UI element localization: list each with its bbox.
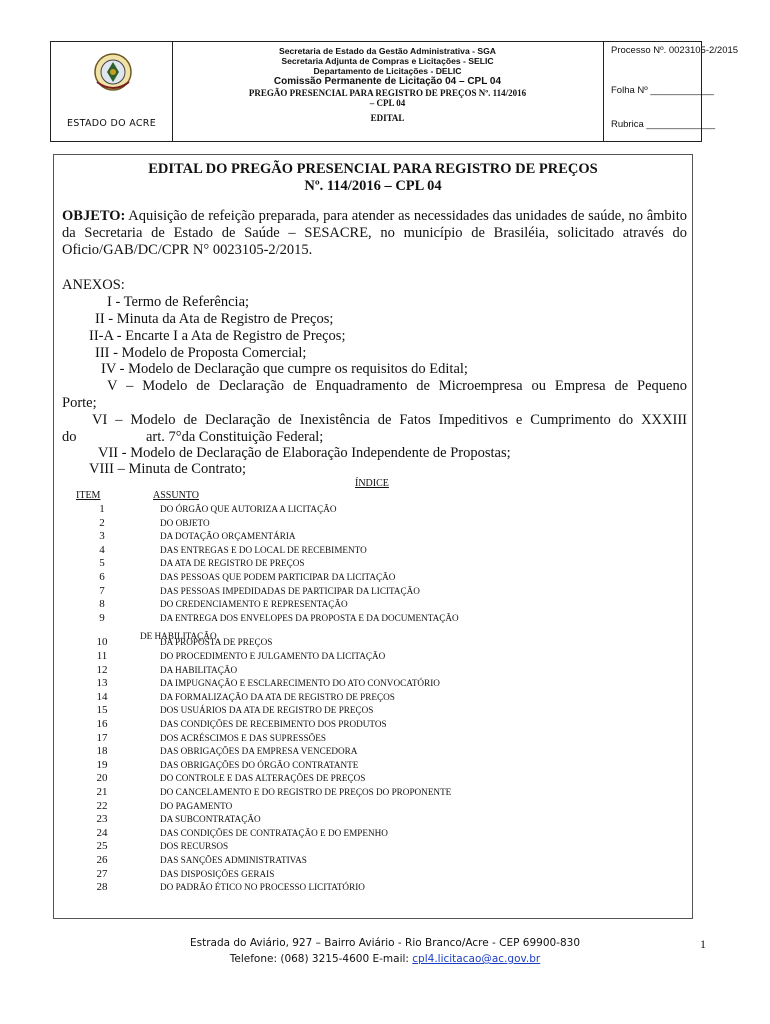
indice-item-subject: DAS PESSOAS QUE PODEM PARTICIPAR DA LICITAÇÃO xyxy=(160,572,396,582)
indice-item-number: 21 xyxy=(96,786,108,798)
anexo-vi-cont-a: do xyxy=(62,429,77,445)
rubrica-field: Rubrica _____________ xyxy=(611,119,716,130)
indice-item-subject: DA ATA DE REGISTRO DE PREÇOS xyxy=(160,558,305,569)
indice-item-number: 16 xyxy=(96,718,108,730)
indice-item-number: 6 xyxy=(99,571,105,583)
indice-item-number: 2 xyxy=(99,516,105,529)
indice-item-subject: DAS OBRIGAÇÕES DO ÓRGÃO CONTRATANTE xyxy=(160,759,359,770)
footer-address: Estrada do Aviário, 927 – Bairro Aviário - Rio Branco/Acre - CEP 69900-830 xyxy=(189,937,581,949)
indice-item-number: 19 xyxy=(96,758,108,771)
indice-col-assunto: ASSUNTO xyxy=(153,490,199,501)
indice-row-9-wrap: DE HABILITAÇÃO xyxy=(140,631,217,641)
anexo-vi: VI – Modelo de Declaração de Inexistência de Fatos Impeditivos e Cumprimento do XXXIII xyxy=(92,412,687,428)
indice-row xyxy=(0,704,770,717)
indice-item-subject: DA DOTAÇÃO ORÇAMENTÁRIA xyxy=(160,531,296,542)
header-secretaria-adjunta: Secretaria Adjunta de Compras e Licitações - SELIC xyxy=(281,56,494,66)
indice-item-subject: DA IMPUGNAÇÃO E ESCLARECIMENTO DO ATO CONVOCATÓRIO xyxy=(160,678,440,689)
indice-item-subject: DA HABILITAÇÃO xyxy=(160,664,238,675)
indice-item-subject: DO ÓRGÃO QUE AUTORIZA A LICITAÇÃO xyxy=(160,504,337,514)
indice-item-subject: DO PADRÃO ÉTICO NO PROCESSO LICITATÓRIO xyxy=(160,882,365,893)
indice-row xyxy=(0,881,770,894)
indice-item-number: 28 xyxy=(96,881,108,894)
indice-row xyxy=(0,732,770,745)
indice-row xyxy=(0,827,770,840)
indice-item-subject: DA SUBCONTRATAÇÃO xyxy=(160,814,261,825)
indice-item-subject: DOS RECURSOS xyxy=(160,841,229,852)
indice-row xyxy=(0,612,770,625)
header-edital: EDITAL xyxy=(370,113,405,123)
indice-item-number: 9 xyxy=(99,611,105,624)
indice-item-number: 8 xyxy=(99,598,105,611)
indice-item-subject: DA ENTREGA DOS ENVELOPES DA PROPOSTA E DA DOCUMENTAÇÃO xyxy=(160,612,459,623)
indice-row xyxy=(0,598,770,611)
indice-row xyxy=(0,718,770,731)
indice-item-subject: DO PROCEDIMENTO E JULGAMENTO DA LICITAÇÃO xyxy=(160,651,386,661)
indice-item-number: 1 xyxy=(99,503,105,515)
indice-item-number: 14 xyxy=(96,690,108,703)
anexo-vii: VII - Modelo de Declaração de Elaboração Independente de Propostas; xyxy=(98,445,511,461)
indice-item-subject: DO CREDENCIAMENTO E REPRESENTAÇÃO xyxy=(160,599,348,610)
indice-item-number: 10 xyxy=(96,636,108,649)
indice-item-subject: DAS PESSOAS IMPEDIDADAS DE PARTICIPAR DA LICITAÇÃO xyxy=(160,585,420,596)
anexo-iv: IV - Modelo de Declaração que cumpre os requisitos do Edital; xyxy=(101,361,468,377)
anexo-vi-cont-b: art. 7°da Constituição Federal; xyxy=(146,429,324,445)
header-pregao: PREGÃO PRESENCIAL PARA REGISTRO DE PREÇOS Nº. 114/2016 xyxy=(248,88,527,98)
indice-item-number: 27 xyxy=(96,867,108,880)
indice-item-number: 17 xyxy=(96,731,108,744)
header-cpl: – CPL 04 xyxy=(369,98,406,108)
indice-item-number: 25 xyxy=(96,840,108,853)
indice-row xyxy=(0,585,770,598)
indice-row xyxy=(0,650,770,663)
page-number: 1 xyxy=(700,937,706,951)
processo-number: Processo Nº. 0023105-2/2015 xyxy=(611,45,739,56)
indice-item-subject: DAS OBRIGAÇÕES DA EMPRESA VENCEDORA xyxy=(160,746,358,757)
indice-item-subject: DO CONTROLE E DAS ALTERAÇÕES DE PREÇOS xyxy=(160,773,366,784)
document-header xyxy=(50,41,739,142)
indice-item-subject: DAS DISPOSIÇÕES GERAIS xyxy=(160,868,275,879)
state-name: ESTADO DO ACRE xyxy=(67,118,156,129)
anexo-viii: VIII – Minuta de Contrato; xyxy=(89,461,247,477)
indice-item-number: 26 xyxy=(96,854,108,866)
indice-row xyxy=(0,868,770,881)
indice-item-number: 11 xyxy=(96,650,108,662)
header-secretaria: Secretaria de Estado da Gestão Administrativa - SGA xyxy=(279,46,496,56)
indice-row xyxy=(0,571,770,584)
anexo-ii-a: II-A - Encarte I a Ata de Registro de Preços; xyxy=(89,328,346,344)
anexos-label: ANEXOS: xyxy=(62,277,125,293)
indice-item-number: 13 xyxy=(96,677,108,690)
indice-item-subject: DAS CONDIÇÕES DE RECEBIMENTO DOS PRODUTOS xyxy=(160,719,387,729)
anexo-iii: III - Modelo de Proposta Comercial; xyxy=(95,345,307,361)
header-comissao: Comissão Permanente de Licitação 04 – CPL 04 xyxy=(273,76,502,87)
edital-number: Nº. 114/2016 – CPL 04 xyxy=(304,178,442,194)
indice-row xyxy=(0,759,770,772)
anexo-v: V – Modelo de Declaração de Enquadramento de Microempresa ou Empresa de Pequeno xyxy=(107,378,687,394)
indice-item-subject: DOS USUÁRIOS DA ATA DE REGISTRO DE PREÇOS xyxy=(160,705,374,716)
indice-row xyxy=(0,854,770,867)
indice-col-item: ITEM xyxy=(76,490,101,501)
indice-item-subject: DAS ENTREGAS E DO LOCAL DE RECEBIMENTO xyxy=(160,544,367,555)
indice-title: ÍNDICE xyxy=(355,478,389,489)
footer-phone: Telefone: (068) 3215-4600 E-mail: xyxy=(229,953,413,965)
indice-item-number: 24 xyxy=(96,826,108,839)
footer-email-link[interactable]: cpl4.licitacao@ac.gov.br xyxy=(412,953,541,965)
header-logo-cell xyxy=(51,42,173,141)
state-seal-icon xyxy=(93,52,133,92)
indice-item-subject: DO CANCELAMENTO E DO REGISTRO DE PREÇOS DO PROPONENTE xyxy=(160,787,452,797)
indice-row xyxy=(0,840,770,853)
indice-item-number: 12 xyxy=(96,663,108,676)
indice-item-subject: DAS SANÇÕES ADMINISTRATIVAS xyxy=(160,855,307,865)
indice-row xyxy=(0,636,770,649)
indice-item-number: 22 xyxy=(96,799,108,812)
objeto-text: Aquisição de refeição preparada, para atender as necessidades das unidades de saúde, no âmbito da Secretaria de Estado de Saúde – SESACRE, no município de Brasiléia, solicitado através do Oficio/GAB/DC/CPR N° 0023105-2/2015. xyxy=(62,208,687,258)
footer-contact xyxy=(0,951,770,967)
objeto-label: OBJETO: xyxy=(62,208,126,224)
indice-item-number: 3 xyxy=(99,530,105,543)
indice-item-number: 23 xyxy=(96,813,108,826)
indice-row xyxy=(0,745,770,758)
indice-item-subject: DA FORMALIZAÇÃO DA ATA DE REGISTRO DE PREÇOS xyxy=(160,691,395,702)
anexo-ii: II - Minuta da Ata de Registro de Preços; xyxy=(95,311,334,327)
indice-item-subject: DO OBJETO xyxy=(160,517,210,528)
indice-item-subject: DO PAGAMENTO xyxy=(160,800,233,811)
indice-row xyxy=(0,691,770,704)
header-process-cell xyxy=(603,42,739,141)
indice-row xyxy=(0,772,770,785)
indice-row xyxy=(0,664,770,677)
indice-row xyxy=(0,677,770,690)
edital-title: EDITAL DO PREGÃO PRESENCIAL PARA REGISTRO DE PREÇOS xyxy=(148,161,598,177)
indice-item-subject: DOS ACRÉSCIMOS E DAS SUPRESSÕES xyxy=(160,732,326,743)
objeto-paragraph xyxy=(62,208,687,259)
indice-item-number: 5 xyxy=(99,557,105,570)
anexo-v-cont: Porte; xyxy=(62,395,97,411)
indice-row xyxy=(0,544,770,557)
indice-item-number: 4 xyxy=(99,543,105,556)
indice-row xyxy=(0,800,770,813)
indice-item-number: 18 xyxy=(96,745,108,758)
indice-item-number: 20 xyxy=(96,772,108,785)
indice-item-number: 15 xyxy=(96,704,108,717)
indice-row xyxy=(0,786,770,799)
indice-row xyxy=(0,517,770,530)
indice-item-subject: DA PROPOSTA DE PREÇOS xyxy=(160,637,273,648)
indice-row xyxy=(0,530,770,543)
indice-row xyxy=(0,813,770,826)
header-departamento: Departamento de Licitações - DELIC xyxy=(313,66,462,76)
indice-item-number: 7 xyxy=(99,584,105,597)
indice-row xyxy=(0,557,770,570)
indice-item-subject: DAS CONDIÇÕES DE CONTRATAÇÃO E DO EMPENHO xyxy=(160,827,388,838)
folha-field: Folha Nº ____________ xyxy=(611,85,714,96)
anexo-i: I - Termo de Referência; xyxy=(107,294,250,310)
header-institution-cell xyxy=(172,42,604,141)
indice-row xyxy=(0,503,770,516)
